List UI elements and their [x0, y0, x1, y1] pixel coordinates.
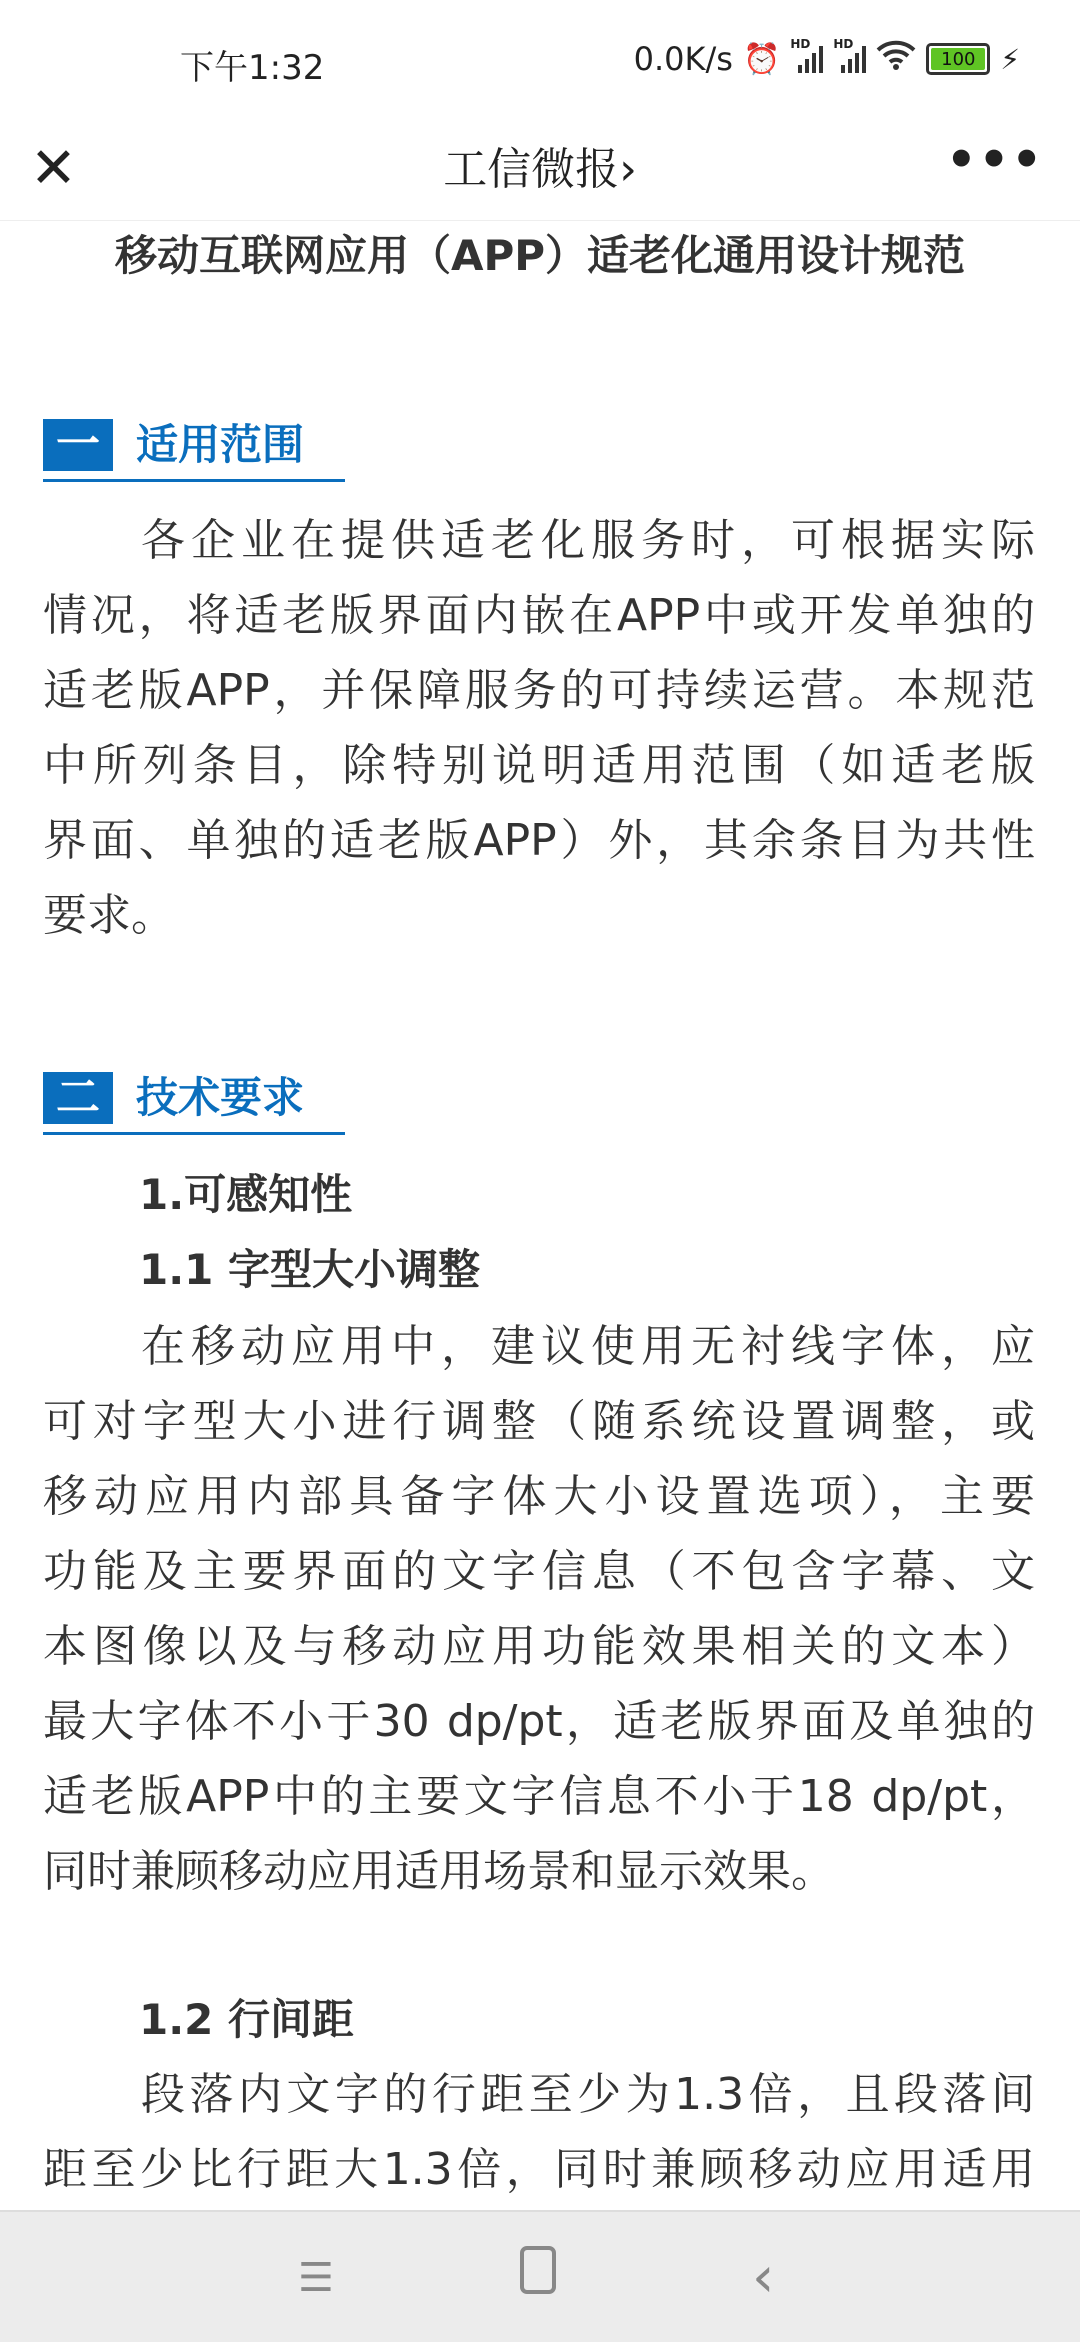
text-line: 本图像以及与移动应用功能效果相关的文本）	[43, 1621, 1035, 1672]
section-underline	[43, 479, 345, 482]
text-line: 情况，将适老版界面内嵌在APP中或开发单独的	[43, 590, 1035, 641]
text-line: 适老版APP中的主要文字信息不小于18 dp/pt，	[43, 1771, 1035, 1822]
system-navigation-bar	[0, 2210, 1080, 2342]
back-icon[interactable]: ‹	[752, 2245, 775, 2310]
text-line: 在移动应用中，建议使用无衬线字体，应	[141, 1321, 1035, 1372]
alarm-icon: ⏰	[742, 41, 781, 77]
chevron-right-icon: ›	[619, 144, 637, 195]
account-name: 工信微报	[443, 144, 620, 195]
status-bar	[0, 0, 1080, 120]
text-line: 移动应用内部具备字体大小设置选项），主要	[43, 1471, 1035, 1522]
section-title: 技术要求	[136, 1073, 305, 1122]
text-line: 功能及主要界面的文字信息（不包含字幕、文	[43, 1546, 1035, 1597]
document-title: 移动互联网应用（APP）适老化通用设计规范	[114, 231, 966, 280]
heading-perceivable: 1.可感知性	[139, 1170, 353, 1219]
net-speed: 0.0K/s	[633, 40, 733, 78]
account-title-link[interactable]	[0, 140, 1080, 200]
text-line: 要求。	[43, 890, 175, 941]
section-number-badge: 二	[43, 1072, 113, 1124]
status-time: 下午1:32	[180, 48, 325, 88]
battery-icon	[926, 43, 990, 75]
paragraph-font-size	[43, 1309, 1035, 1909]
section-underline	[43, 1132, 345, 1135]
signal-icon-1	[790, 37, 823, 73]
battery-level: 100	[941, 48, 976, 70]
text-line: 距至少比行距大1.3倍，同时兼顾移动应用适用	[43, 2144, 1035, 2195]
more-options-icon[interactable]: •••	[945, 132, 1044, 188]
home-icon[interactable]	[520, 2246, 556, 2294]
section-title: 适用范围	[136, 420, 305, 469]
status-icons	[633, 37, 1020, 78]
paragraph-line-spacing	[43, 2057, 1035, 2207]
menu-icon[interactable]: ☰	[298, 2255, 334, 2301]
text-line: 适老版APP，并保障服务的可持续运营。本规范	[43, 665, 1035, 716]
hd-label: HD	[790, 37, 811, 51]
text-line: 同时兼顾移动应用适用场景和显示效果。	[43, 1846, 835, 1897]
heading-line-spacing: 1.2 行间距	[139, 1995, 355, 2044]
wifi-icon	[876, 40, 916, 78]
text-line: 界面、单独的适老版APP）外，其余条目为共性	[43, 815, 1035, 866]
charging-icon: ⚡	[1000, 42, 1020, 76]
top-nav-bar	[0, 120, 1080, 221]
signal-icon-2	[833, 37, 866, 73]
text-line: 各企业在提供适老化服务时，可根据实际	[141, 515, 1035, 566]
text-line: 可对字型大小进行调整（随系统设置调整，或	[43, 1396, 1035, 1447]
heading-font-size: 1.1 字型大小调整	[139, 1245, 481, 1294]
text-line: 中所列条目，除特别说明适用范围（如适老版	[43, 740, 1035, 791]
close-icon[interactable]: ✕	[30, 136, 77, 201]
text-line: 段落内文字的行距至少为1.3倍，且段落间	[141, 2069, 1035, 2120]
hd-label: HD	[833, 37, 854, 51]
text-line: 最大字体不小于30 dp/pt，适老版界面及单独的	[43, 1696, 1035, 1747]
section-number-badge: 一	[43, 419, 113, 471]
paragraph-scope	[43, 503, 1035, 953]
